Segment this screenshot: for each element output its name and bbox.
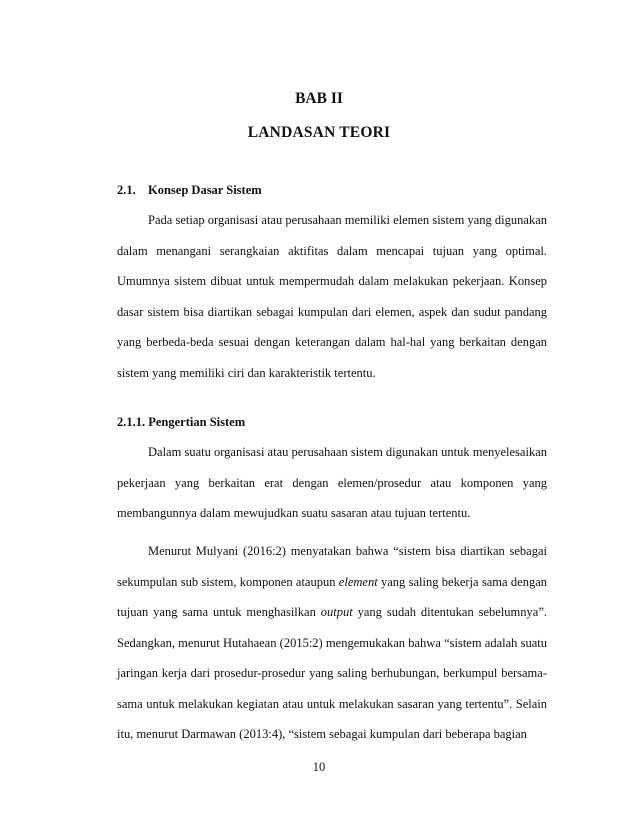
italic-term-output: output	[320, 605, 353, 619]
chapter-number: BAB II	[295, 90, 343, 107]
subsection-paragraph-2	[117, 536, 547, 750]
subsection-paragraph-1: Dalam suatu organisasi atau perusahaan sistem digunakan untuk menyelesaikan pekerjaan yang berkaitan erat dengan elemen/prosedur atau komponen yang membangunnya dalam mewujudkan suatu sasaran atau tujuan tertentu.	[117, 445, 547, 520]
section-2-1-paragraph: Pada setiap organisasi atau perusahaan memiliki elemen sistem yang digunakan dalam menangani serangkaian aktifitas dalam mencapai tujuan yang optimal. Umumnya sistem dibuat untuk mempermudah dalam melakukan pekerjaan. Konsep dasar sistem bisa diartikan sebagai kumpulan dari elemen, aspek dan sudut pandang yang berbeda-beda sesuai dengan keterangan dalam hal-hal yang berkaitan dengan sistem yang memiliki ciri dan karakteristik tertentu.	[117, 213, 547, 380]
chapter-title: LANDASAN TEORI	[247, 124, 391, 141]
section-heading-2-1	[117, 183, 262, 198]
paragraph-text: yang saling bekerja sama dengan tujuan yang sama untuk menghasilkan	[117, 574, 547, 619]
section-title: Konsep Dasar Sistem	[148, 183, 262, 197]
page-number: 10	[312, 760, 326, 774]
paragraph-text: Menurut Mulyani (2016:2) menyatakan bahwa “sistem bisa diartikan sebagai sekumpulan sub sistem, komponen ataupun	[117, 544, 547, 589]
section-number: 2.1.	[117, 183, 136, 197]
italic-term-element: element	[338, 574, 378, 589]
subsection-heading-2-1-1: 2.1.1. Pengertian Sistem	[117, 415, 246, 429]
paragraph-text: yang sudah ditentukan sebelumnya”. Sedangkan, menurut Hutahaean (2015:2) mengemukakan bahwa “sistem adalah suatu jaringan kerja dari prosedur-prosedur yang saling berhubungan, berkumpul bersama-sama untuk melakukan kegiatan atau untuk melakukan sasaran yang tertentu”. Selain itu, menurut Darmawan (2013:4), “sistem sebagai kumpulan dari beberapa bagian	[117, 605, 547, 741]
